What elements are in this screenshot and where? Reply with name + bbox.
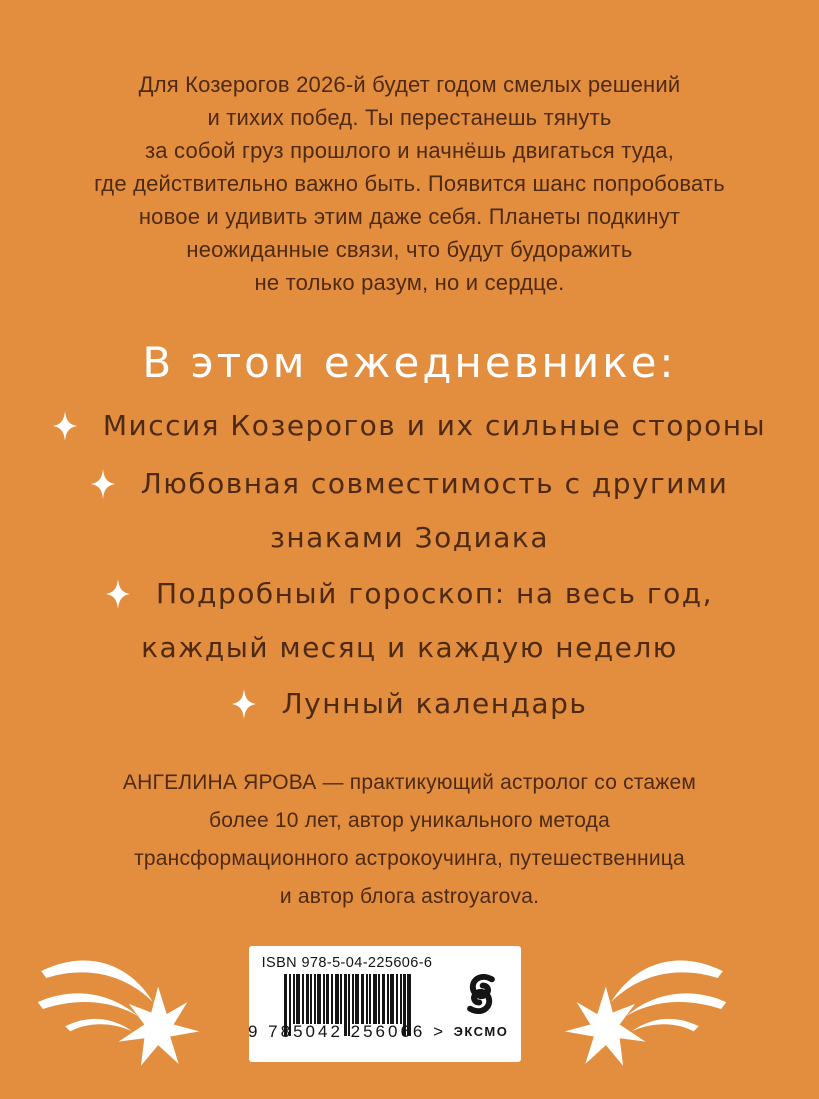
intro-line: новое и удивить этим даже себя. Планеты подкинут	[138, 204, 681, 229]
author-bio	[0, 764, 819, 916]
intro-text	[0, 68, 819, 299]
sparkle-icon	[106, 579, 130, 609]
feature-item-compatibility	[0, 460, 819, 562]
barcode-block	[249, 946, 445, 1062]
shooting-star-icon	[556, 948, 728, 1070]
feature-text: Миссия Козерогов и их сильные стороны	[102, 409, 767, 442]
intro-line: неожиданные связи, что будут будоражить	[186, 237, 633, 262]
intro-line: за собой груз прошлого и начнёшь двигаться туда,	[144, 138, 675, 163]
shooting-star-icon	[36, 948, 208, 1070]
publisher-name: ЭКСМО	[453, 1023, 509, 1039]
bio-line: и автор блога astroyarova.	[279, 885, 540, 908]
feature-text: Лунный календарь	[281, 687, 588, 720]
barcode-panel	[249, 946, 521, 1062]
intro-line: не только разум, но и сердце.	[254, 270, 565, 295]
feature-text: знаками Зодиака	[269, 521, 549, 554]
sparkle-icon	[232, 689, 256, 719]
sparkle-icon	[53, 411, 77, 441]
bio-line: АНГЕЛИНА ЯРОВА — практикующий астролог со стажем	[122, 771, 697, 794]
barcode-digits: 9 785042 256066 >	[248, 1022, 447, 1041]
feature-text: Любовная совместимость с другими	[140, 467, 729, 500]
isbn-label: ISBN 978-5-04-225606-6	[261, 955, 433, 971]
feature-item-horoscope	[0, 570, 819, 672]
feature-text: каждый месяц и каждую неделю	[141, 631, 678, 664]
feature-item-moon-calendar	[0, 680, 819, 734]
bio-line: более 10 лет, автор уникального метода	[209, 809, 610, 832]
publisher-logo	[445, 946, 521, 1062]
eksmo-swirl-icon	[460, 970, 502, 1018]
section-heading: В этом ежедневнике:	[142, 338, 677, 387]
intro-line: и тихих побед. Ты перестанешь тянуть	[207, 105, 612, 130]
feature-text: Подробный гороскоп: на весь год,	[155, 577, 714, 610]
intro-line: где действительно важно быть. Появится шанс попробовать	[94, 171, 725, 196]
sparkle-icon	[91, 469, 115, 499]
bio-line: трансформационного астрокоучинга, путешественница	[134, 847, 685, 870]
intro-line: Для Козерогов 2026-й будет годом смелых решений	[138, 72, 681, 97]
feature-item-mission	[0, 402, 819, 456]
